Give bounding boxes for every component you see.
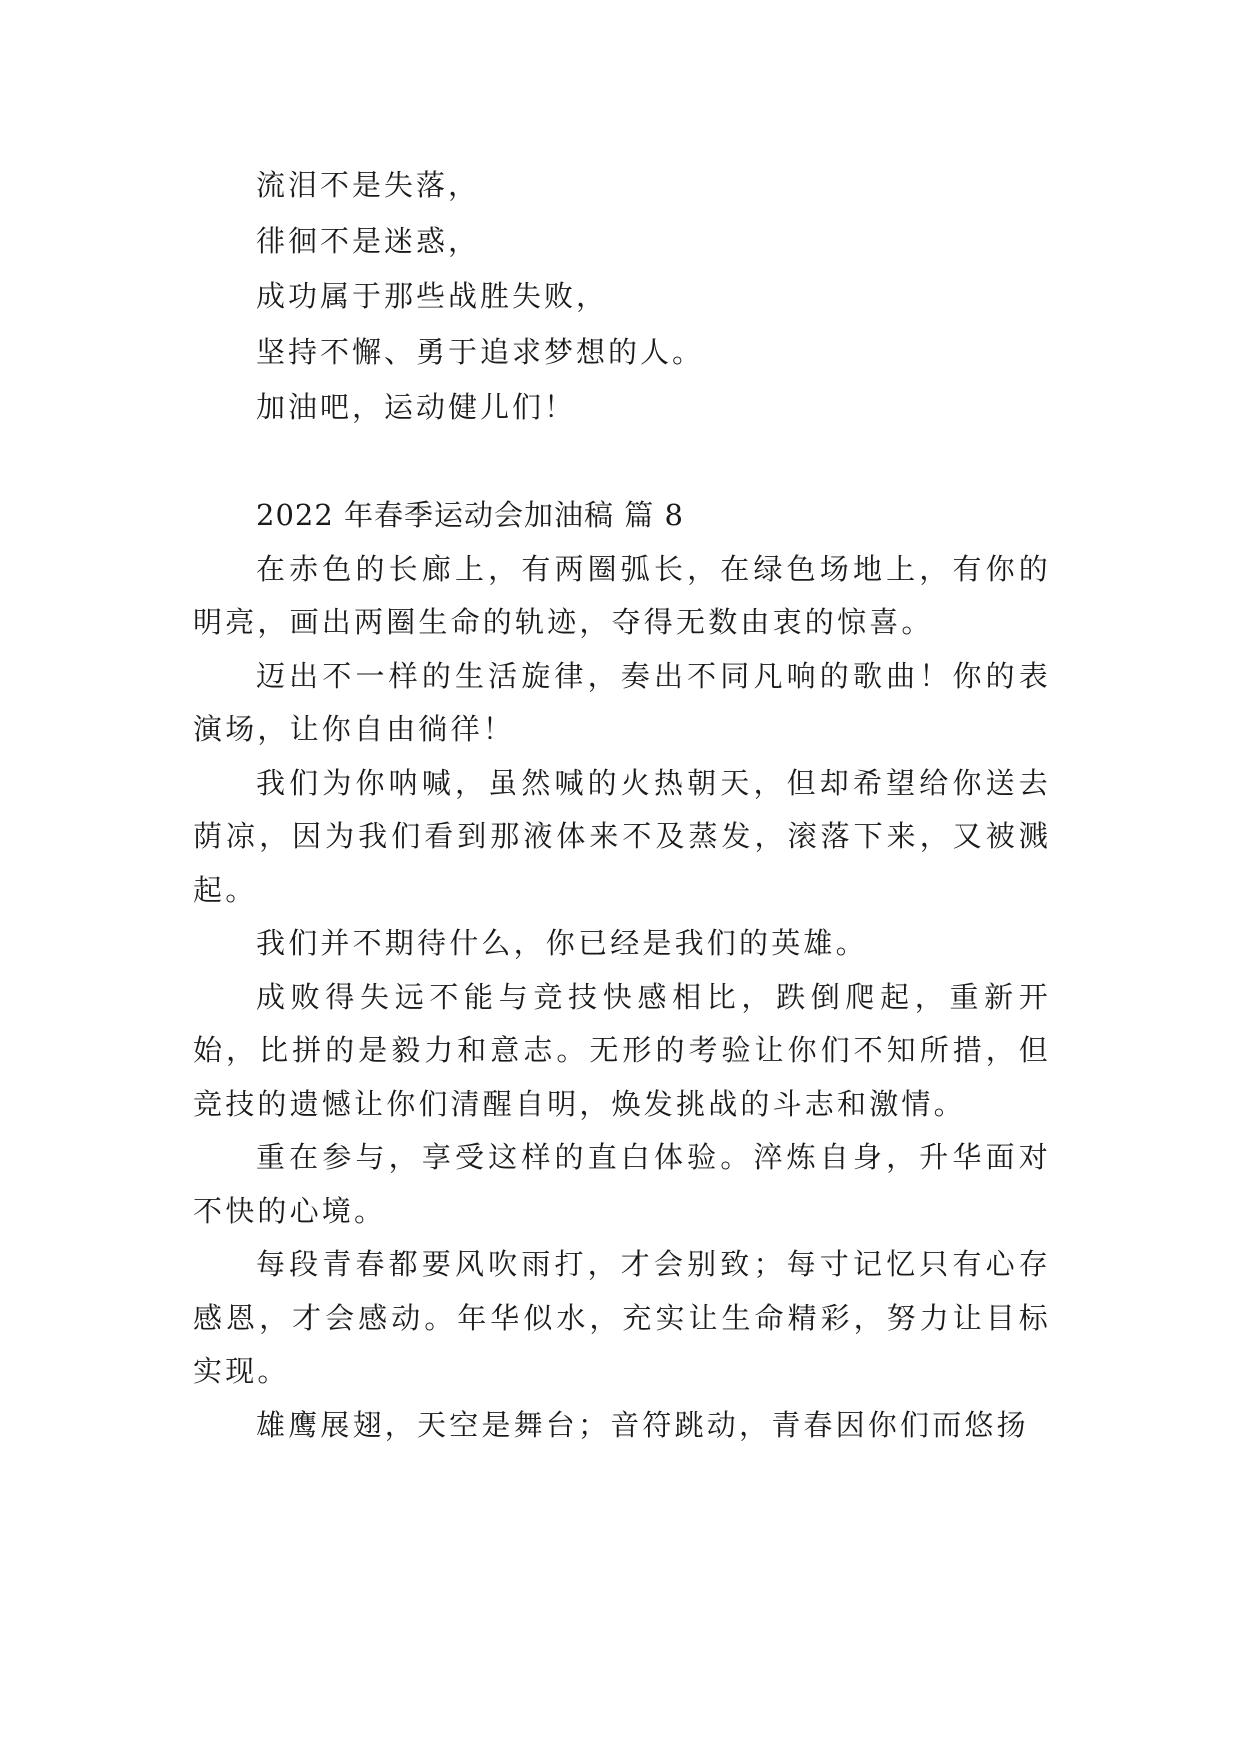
verse-line: 徘徊不是迷惑， bbox=[256, 223, 481, 258]
verse-line: 坚持不懈、勇于追求梦想的人。 bbox=[256, 334, 705, 369]
paragraph: 在赤色的长廊上，有两圈弧长，在绿色场地上，有你的明亮，画出两圈生命的轨迹，夺得无数由衷的惊喜。 bbox=[193, 551, 1051, 639]
paragraph: 我们并不期待什么，你已经是我们的英雄。 bbox=[256, 926, 868, 960]
verse-line: 流泪不是失落， bbox=[256, 168, 481, 202]
paragraph: 成败得失远不能与竞技快感相比，跌倒爬起，重新开始，比拼的是毅力和意志。无形的考验让你们不知所措，但竞技的遗憾让你们清醒自明，焕发挑战的斗志和激情。 bbox=[193, 979, 1051, 1121]
verse-line: 成功属于那些战胜失败， bbox=[256, 279, 609, 313]
paragraph: 雄鹰展翅，天空是舞台；音符跳动，青春因你们而悠扬 bbox=[256, 1407, 1029, 1442]
paragraph: 我们为你呐喊，虽然喊的火热朝天，但却希望给你送去荫凉，因为我们看到那液体来不及蒸发，滚落下来，又被溅起。 bbox=[193, 765, 1051, 907]
document-body bbox=[193, 158, 1051, 1452]
section-title: 2022 年春季运动会加油稿 篇 8 bbox=[256, 497, 684, 532]
paragraph: 重在参与，享受这样的直白体验。淬炼自身，升华面对不快的心境。 bbox=[193, 1140, 1051, 1228]
paragraph: 迈出不一样的生活旋律，奏出不同凡响的歌曲！你的表演场，让你自由徜徉！ bbox=[193, 658, 1051, 746]
paragraph: 每段青春都要风吹雨打，才会别致；每寸记忆只有心存感恩，才会感动。年华似水，充实让生命精彩，努力让目标实现。 bbox=[193, 1247, 1051, 1388]
verse-line: 加油吧，运动健儿们！ bbox=[256, 390, 577, 424]
